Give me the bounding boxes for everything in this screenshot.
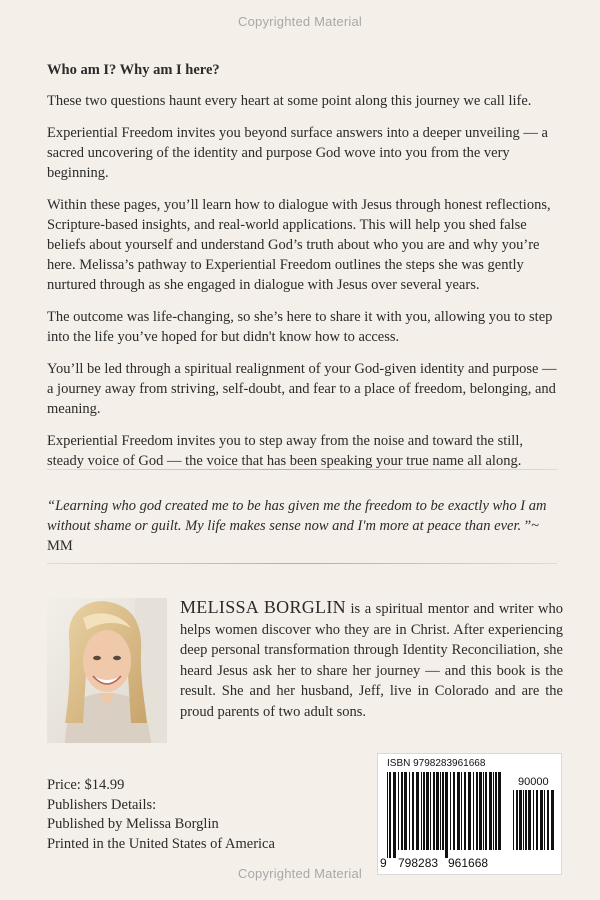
isbn-label: ISBN 9798283961668 [387, 758, 486, 769]
barcode-bar [489, 772, 492, 850]
author-bio [180, 597, 563, 722]
barcode-bar [468, 772, 471, 850]
divider-bottom [47, 563, 557, 564]
barcode-bar [464, 772, 466, 850]
barcode-bar [453, 772, 455, 850]
barcode-bar [513, 790, 514, 850]
barcode-bar [533, 790, 534, 850]
printed-in-text: Printed in the United States of America [47, 835, 275, 852]
barcode-bar [483, 772, 484, 850]
back-cover-description [47, 62, 563, 483]
barcode-bar [498, 772, 501, 850]
isbn-digit-group-1: 798283 [398, 856, 439, 870]
barcode-bar [525, 790, 527, 850]
barcode-bar [493, 772, 494, 850]
barcode-bar [426, 772, 429, 850]
description-paragraph-4: The outcome was life-changing, so she’s here to share it with you, allowing you to step into the life you’ve hoped for but didn't know how to access. [47, 309, 553, 345]
barcode-bar [389, 772, 391, 858]
isbn-barcode [377, 753, 562, 875]
barcode-bar [387, 772, 388, 858]
published-by-text: Published by Melissa Borglin [47, 816, 219, 832]
price-code: 90000 [518, 776, 549, 788]
barcode-bar [536, 790, 538, 850]
barcode-bar [436, 772, 439, 850]
publishing-details [47, 776, 347, 854]
author-photo [47, 598, 167, 743]
isbn-digit-group-2: 961668 [448, 856, 489, 870]
author-name: MELISSA BORGLIN [180, 597, 346, 617]
description-paragraph-2: Experiential Freedom invites you beyond surface answers into a deeper unveiling — a sacred uncovering of the identity and purpose God wove into you from the very beginning. [47, 125, 548, 181]
barcode-bar [401, 772, 403, 850]
barcode-bar [423, 772, 425, 850]
testimonial-quote [47, 496, 563, 556]
publishers-label: Publishers Details: [47, 796, 157, 813]
barcode-bar [416, 772, 419, 850]
price-text: Price: $14.99 [47, 777, 125, 793]
barcode-bar [551, 790, 554, 850]
barcode-bar [398, 772, 399, 850]
divider-top [47, 469, 557, 470]
barcode-bar [479, 772, 482, 850]
description-paragraph-5: You’ll be led through a spiritual realignment of your God-given identity and purpose — a journey away from striving, self-doubt, and fear to a place of freedom, belonging, and meaning. [47, 361, 557, 417]
price-addon-barcode-icon [512, 790, 554, 858]
quote-signature: ”~ MM [47, 518, 540, 554]
isbn-digit-first: 9 [380, 856, 387, 870]
barcode-bar [445, 772, 448, 858]
barcode-bar [519, 790, 522, 850]
barcode-bar [495, 772, 497, 850]
barcode-bar [473, 772, 474, 850]
barcode-bar [485, 772, 487, 850]
barcode-bar [393, 772, 396, 858]
barcode-bar [430, 772, 431, 850]
description-heading: Who am I? Why am I here? [47, 62, 220, 78]
barcode-bar [412, 772, 414, 850]
barcode-bar [421, 772, 422, 850]
barcode-bar [457, 772, 460, 850]
barcode-bar [461, 772, 462, 850]
description-paragraph-1: These two questions haunt every heart at some point along this journey we call life. [47, 93, 532, 109]
barcode-bar [404, 772, 407, 850]
copyright-watermark-bottom: Copyrighted Material [238, 866, 362, 881]
description-paragraph-6: Experiential Freedom invites you to step away from the noise and toward the still, steady voice of God — the voice that has been speaking your true name all along. [47, 433, 523, 469]
quote-text: “Learning who god created me to be has given me the freedom to be exactly who I am without shame or guilt. My life makes sense now and I'm more at peace than ever. [47, 498, 547, 534]
author-bio-text: is a spiritual mentor and writer who helps women discover who they are in Christ. After experiencing deep personal transformation through Identity Reconciliation, she heard Jesus ask her to share her journey — and this book is the result. She and her husband, Jeff, live in Colorado and are the proud parents of two adult sons. [180, 601, 563, 720]
barcode-bar [450, 772, 451, 850]
copyright-watermark-top: Copyrighted Material [238, 14, 362, 29]
barcode-bar [523, 790, 524, 850]
barcode-bar [547, 790, 549, 850]
barcode-bar [440, 772, 441, 850]
barcode-bar [544, 790, 545, 850]
barcode-bar [528, 790, 531, 850]
description-paragraph-3: Within these pages, you’ll learn how to dialogue with Jesus through honest reflections, Scripture-based insights, and real-world applications. This will help you shed false beliefs about yourself and understand God’s truth about who you are and why you’re here. Melissa’s pathway to Experiential Freedom outlines the steps she was gently nurtured through as she engaged in dialogue with Jesus over several years. [47, 197, 551, 293]
author-portrait-illustration [47, 598, 167, 743]
barcode-bar [409, 772, 410, 850]
barcode-bar [516, 790, 518, 850]
barcode-bar [442, 772, 444, 850]
barcode-bar [433, 772, 435, 850]
barcode-bar [476, 772, 478, 850]
ean-barcode-icon [386, 772, 504, 858]
barcode-bar [540, 790, 543, 850]
